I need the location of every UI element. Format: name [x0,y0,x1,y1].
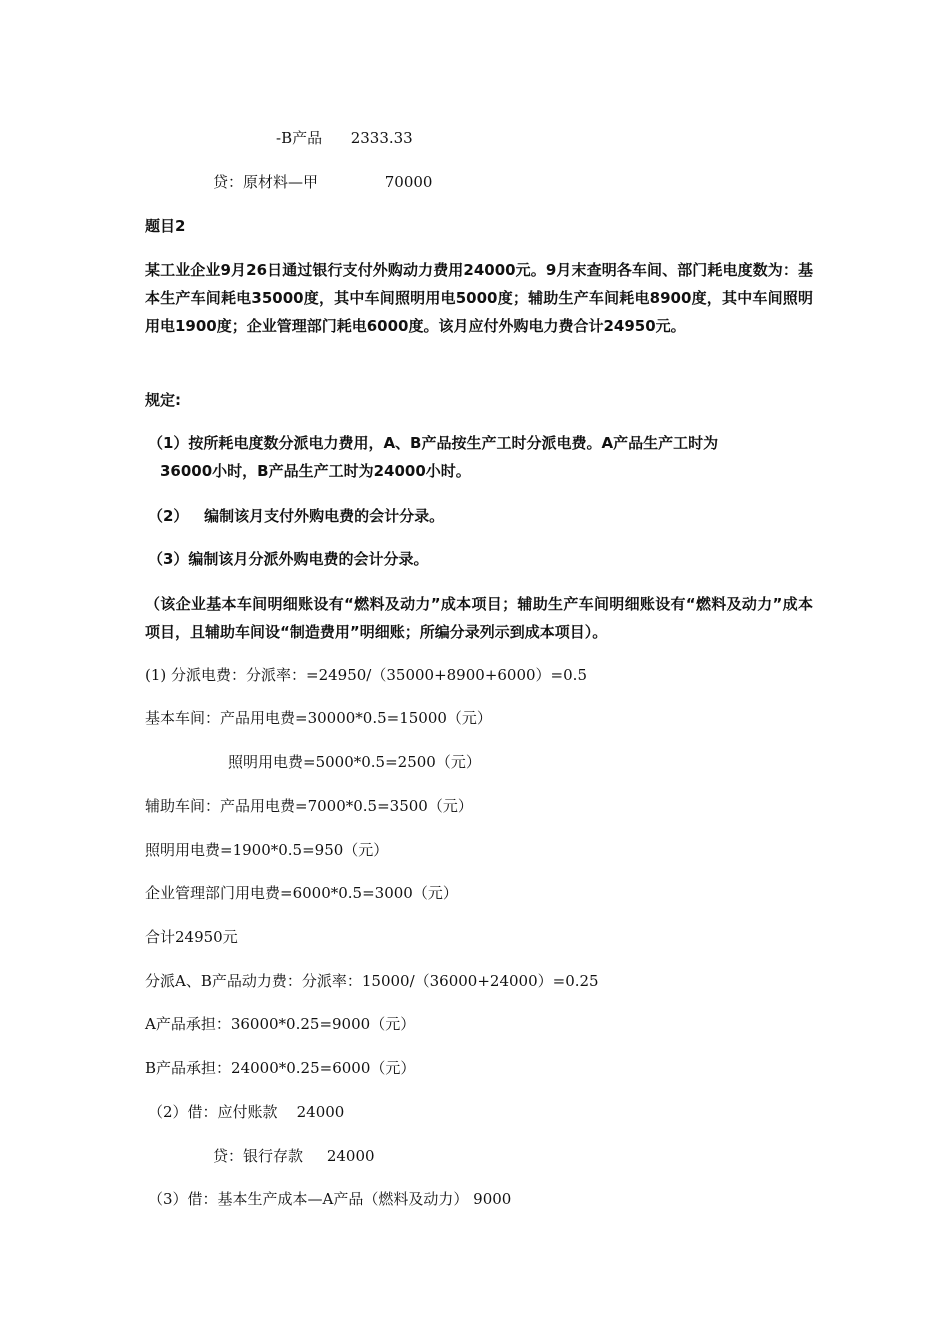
question-body: 某工业企业9月26日通过银行支付外购动力费用24000元。9月末查明各车间、部门耗电度数为：基本生产车间耗电35000度，其中车间照明用电5000度；辅助生产车间耗电8900度，其中车间照明用电1900度；企业管理部门耗电6000度。该月应付外购电力费合计24950元。 [145,261,813,335]
answer-ab-allocation-rate: 分派A、B产品动力费：分派率：15000/（36000+24000）=0.25 [145,972,599,990]
answer-admin-dept: 企业管理部门用电费=6000*0.5=3000（元） [145,884,458,902]
journal-2-credit: 贷：银行存款 24000 [213,1147,375,1165]
answer-total: 合计24950元 [145,928,238,946]
answer-basic-workshop-lighting: 照明用电费=5000*0.5=2500（元） [228,753,481,771]
answer-a-product-share: A产品承担：36000*0.25=9000（元） [145,1015,416,1033]
answer-1-allocation-rate: (1) 分派电费：分派率：=24950/（35000+8900+6000）=0.5 [145,666,587,684]
answer-basic-workshop-product: 基本车间：产品用电费=30000*0.5=15000（元） [145,709,492,727]
note-paragraph: （该企业基本车间明细账设有“燃料及动力”成本项目；辅助生产车间明细账设有“燃料及动力”成本项目，且辅助车间设“制造费用”明细账；所编分录列示到成本项目）。 [145,595,813,641]
requirement-1-line-1: （1）按所耗电度数分派电力费用，A、B产品按生产工时分派电费。A产品生产工时为 [148,434,719,452]
answer-b-product-share: B产品承担：24000*0.25=6000（元） [145,1059,416,1077]
answer-aux-workshop-lighting: 照明用电费=1900*0.5=950（元） [145,841,389,859]
requirement-2: （2） 编制该月支付外购电费的会计分录。 [148,507,445,525]
credit-raw-material-line: 贷：原材料—甲 70000 [213,173,433,191]
requirements-heading: 规定: [145,391,181,409]
answer-aux-workshop-product: 辅助车间：产品用电费=7000*0.5=3500（元） [145,797,473,815]
journal-2-debit: （2）借：应付账款 24000 [148,1103,345,1121]
requirement-1-line-2: 36000小时，B产品生产工时为24000小时。 [160,462,471,480]
requirement-3: （3）编制该月分派外购电费的会计分录。 [148,550,429,568]
journal-3-debit: （3）借：基本生产成本—A产品（燃料及动力） 9000 [148,1190,512,1208]
question-title: 题目2 [145,217,186,235]
entry-b-product-line: -B产品 2333.33 [276,129,413,147]
